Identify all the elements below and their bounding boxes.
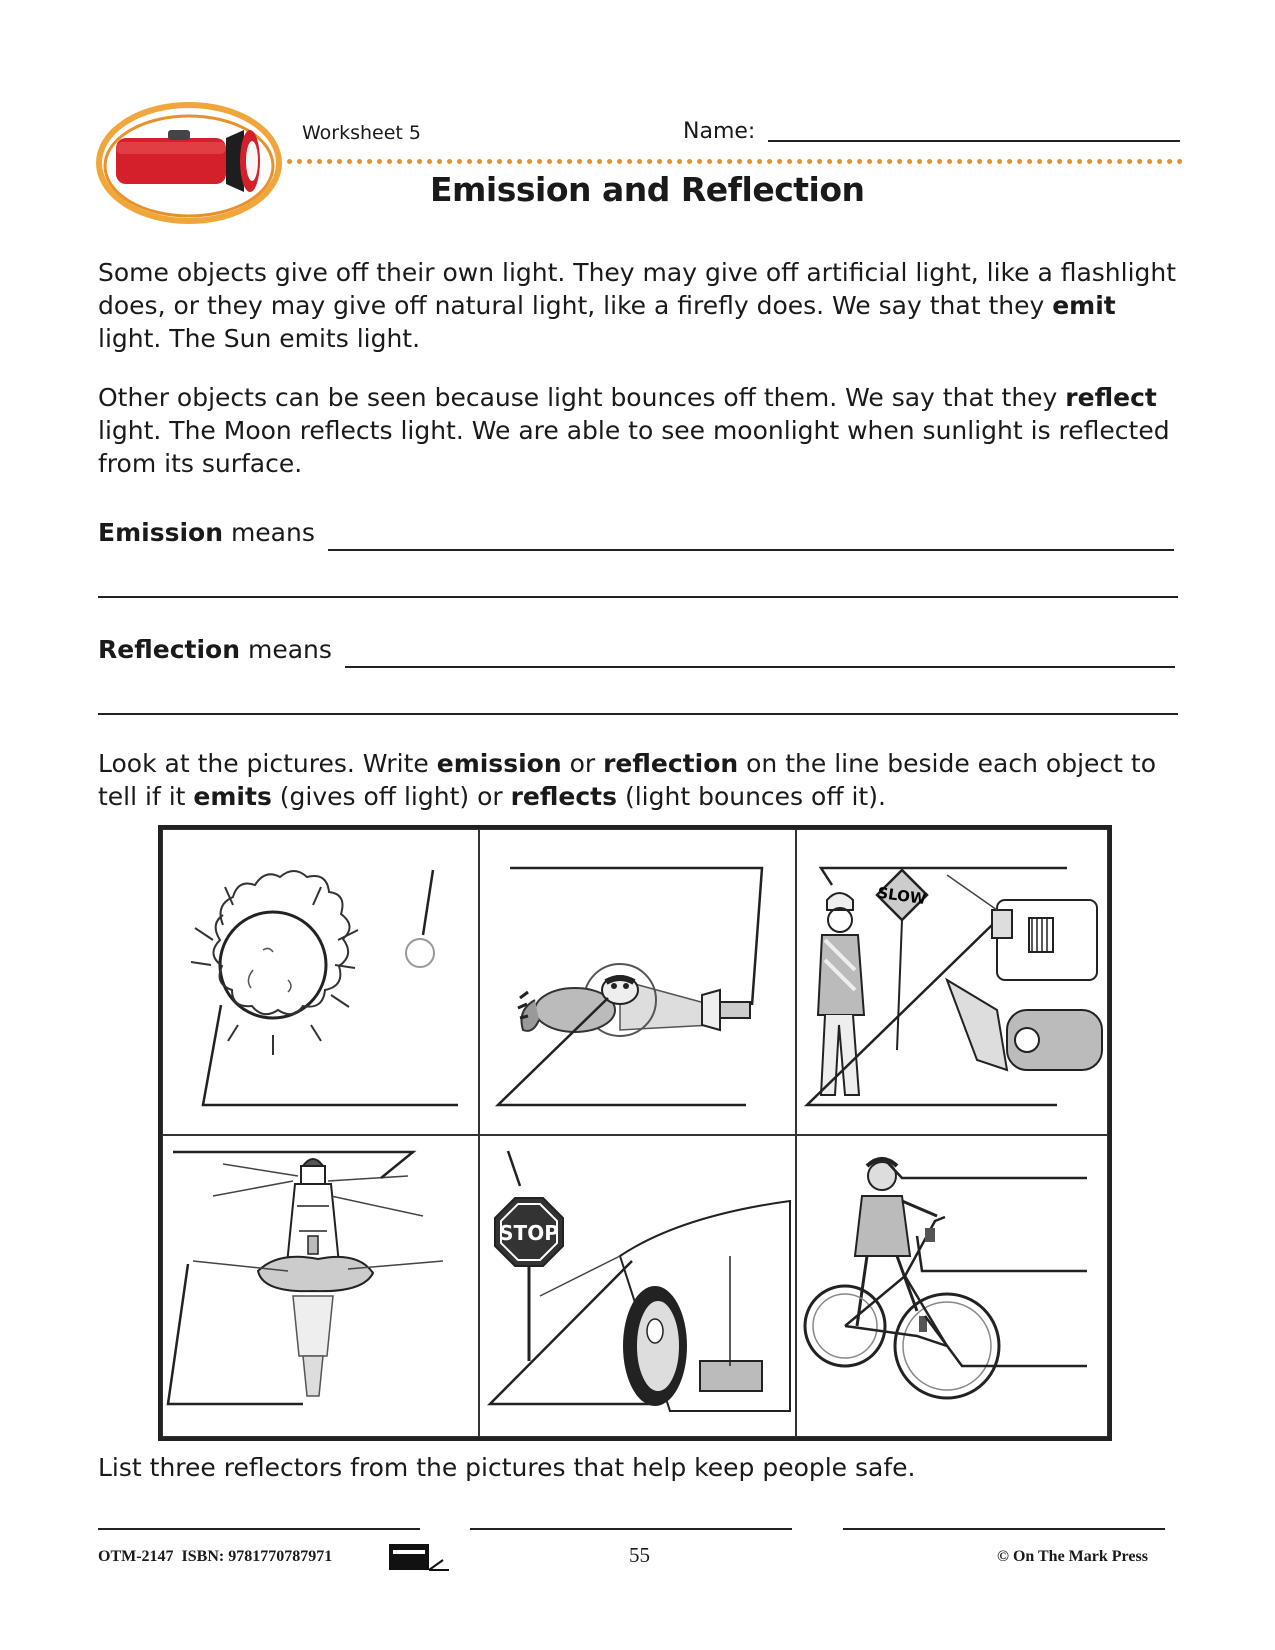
picture-cell-flashlight-raccoon [479,829,796,1135]
picture-cell-stop-sign-truck [479,1135,796,1437]
truck-icon [540,1201,790,1411]
helmet-answer-line[interactable] [887,1162,1087,1178]
reflection-definition-prompt: Reflection means [98,635,332,664]
wheel-reflector-answer-line[interactable] [925,1316,1087,1366]
book-icon [387,1538,463,1574]
picture-cell-girl-bicycle [796,1135,1108,1437]
footer-isbn: OTM-2147 ISBN: 9781770787971 [98,1548,333,1565]
emission-answer-line-2[interactable] [98,596,1178,598]
road-worker-icon [818,893,864,1095]
worksheet-label: Worksheet 5 [302,122,422,144]
page-title: Emission and Reflection [430,170,865,209]
moon-answer-line[interactable] [423,870,433,935]
stop-sign-icon [495,1198,563,1361]
lighthouse-icon [193,1159,443,1396]
stop-sign-text: STOP [499,1221,559,1245]
picture-instructions: Look at the pictures. Write emission or reflection on the line beside each object to tell if it emits (gives off light) or reflects (light bounces off it). [98,749,1156,811]
flashlight-picture-icon [702,990,750,1030]
picture-cell-lighthouse [162,1135,479,1437]
emission-definition-prompt: Emission means [98,518,315,547]
emit-term: emit [1052,291,1116,320]
picture-grid [158,825,1112,1441]
reflection-answer-line-2[interactable] [98,713,1178,715]
flashlight-icon [116,130,260,192]
worker-answer-line[interactable] [821,868,1067,885]
picture-cell-worker-slow-sign [796,829,1108,1135]
reflect-term: reflect [1065,383,1157,412]
sun-answer-line[interactable] [203,1005,458,1105]
reflector-answer-line-2[interactable] [470,1528,792,1530]
intro-paragraph-reflect: Other objects can be seen because light bounces off them. We say that they reflect light. The Moon reflects light. We are able to see moonlight when sunlight is reflected from its surface. [98,383,1170,478]
girl-cyclist-icon [855,1159,937,1326]
reflector-answer-line-3[interactable] [843,1528,1165,1530]
picture-cell-sun-moon [162,829,479,1135]
page-number: 55 [629,1543,650,1567]
reflector-answer-line-1[interactable] [98,1528,420,1530]
list-reflectors-prompt: List three reflectors from the pictures that help keep people safe. [98,1453,916,1482]
flashlight-logo [94,98,284,228]
bulldozer-icon [947,900,1102,1070]
name-label: Name: [683,119,756,144]
moon-icon [406,939,434,967]
emission-answer-line-1[interactable] [328,549,1174,551]
footer-copyright: © On The Mark Press [997,1548,1148,1565]
slow-sign-text: SLOW [876,883,928,909]
intro-paragraph-emit: Some objects give off their own light. They may give off artificial light, like a flashlight does, or they may give off natural light, like a firefly does. We say that they emit light. The Sun emits light. [98,258,1177,353]
reflection-answer-line-1[interactable] [345,666,1175,668]
truck-light-answer-line[interactable] [508,1151,520,1186]
header-dotted-rule [287,159,1183,164]
slow-sign-icon [876,870,928,1050]
lighthouse-light-answer-line[interactable] [173,1152,413,1178]
bike-light-answer-line[interactable] [917,1236,1087,1271]
name-field-line[interactable] [768,140,1180,142]
